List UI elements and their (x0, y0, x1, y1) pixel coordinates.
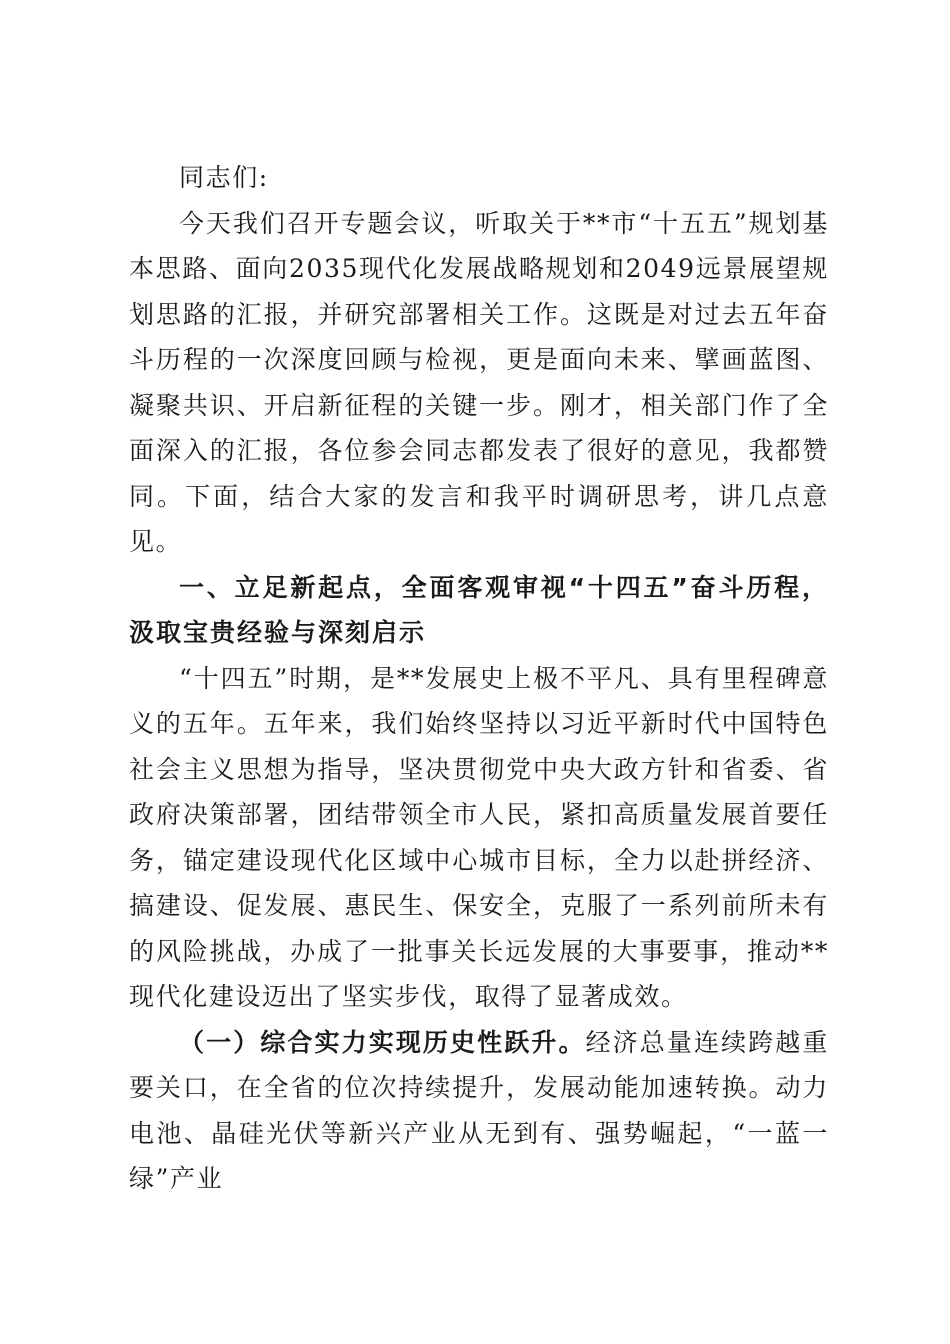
paragraph-intro: 今天我们召开专题会议，听取关于**市“十五五”规划基本思路、面向2035现代化发展战略规划和2049远景展望规划思路的汇报，并研究部署相关工作。这既是对过去五年奋斗历程的一次深度回顾与检视，更是面向未来、擘画蓝图、凝聚共识、开启新征程的关键一步。刚才，相关部门作了全面深入的汇报，各位参会同志都发表了很好的意见，我都赞同。下面，结合大家的发言和我平时调研思考，讲几点意见。 (129, 208, 829, 556)
greeting: 同志们: (179, 163, 269, 192)
paragraph-review: “十四五”时期，是**发展史上极不平凡、具有里程碑意义的五年。五年来，我们始终坚持以习近平新时代中国特色社会主义思想为指导，坚决贯彻党中央大政方针和省委、省政府决策部署，团结带领全市人民，紧扣高质量发展首要任务，锚定建设现代化区域中心城市目标，全力以赴拼经济、搞建设、促发展、惠民生、保安全，克服了一系列前所未有的风险挑战，办成了一批事关长远发展的大事要事，推动**现代化建设迈出了坚实步伐，取得了显著成效。 (129, 663, 829, 1011)
paragraph-subsection-1 (129, 1020, 829, 1202)
subsection-body-1: 经济总量连续跨越重要关口，在全省的位次持续提升，发展动能加速转换。动力电池、晶硅光伏等新兴产业从无到有、强势崛起，“一蓝一绿”产业 (129, 1027, 829, 1193)
document-body (129, 155, 829, 1202)
section-heading-1: 一、立足新起点，全面客观审视“十四五”奋斗历程，汲取宝贵经验与深刻启示 (129, 572, 829, 647)
subsection-heading-1: （一）综合实力实现历史性跃升。 (179, 1027, 586, 1057)
